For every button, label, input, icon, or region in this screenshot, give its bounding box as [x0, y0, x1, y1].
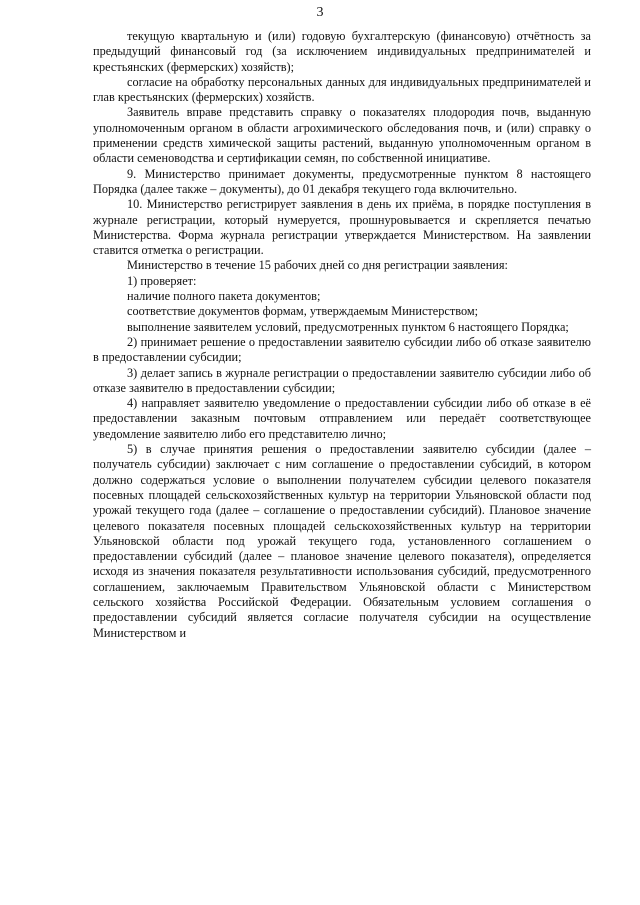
- paragraph-subitem-3: 3) делает запись в журнале регистрации о предоставлении заявителю субсидии либо об отказе заявителю в предоставлении субсидии;: [93, 365, 591, 395]
- page-number: 3: [316, 5, 324, 20]
- paragraph-personal-data-consent: согласие на обработку персональных данных для индивидуальных предпринимателей и глав крестьянских (фермерских) хозяйств.: [93, 74, 591, 105]
- paragraph-full-package: наличие полного пакета документов;: [127, 289, 321, 304]
- paragraph-subitem-4: 4) направляет заявителю уведомление о предоставлении субсидии либо об отказе в её предоставлении заказным почтовым отправлением или передаёт соответствующее уведомление заявителю либо его представителю лично;: [93, 396, 591, 441]
- paragraph-item-9: 9. Министерство принимает документы, предусмотренные пунктом 8 настоящего Порядка (далее также – документы), до 01 декабря текущего года включительно.: [93, 166, 591, 196]
- paragraph-conditions: выполнение заявителем условий, предусмотренных пунктом 6 настоящего Порядка;: [127, 319, 569, 334]
- paragraph-financial-statements: текущую квартальную и (или) годовую бухгалтерскую (финансовую) отчётность за предыдущий финансовый год (за исключением индивидуальных предпринимателей и крестьянских (фермерских) хозяйств);: [93, 29, 591, 74]
- document-body: [93, 29, 591, 641]
- paragraph-subitem-1: 1) проверяет:: [127, 273, 197, 288]
- paragraph-optional-certificates: Заявитель вправе представить справку о показателях плодородия почв, выданную уполномоченным органом в области агрохимического обследования почв, и (или) справку о применении средств химической защиты растений, выданную уполномоченным органом в области семеноводства и сертификации семян, по собственной инициативе.: [93, 105, 591, 166]
- paragraph-subitem-5: 5) в случае принятия решения о предоставлении заявителю субсидии (далее – получатель субсидии) заключает с ним соглашение о предоставлении субсидий, в котором должно содержаться условие о выполнении получателем субсидии целевого показателя посевных площадей сельскохозяйственных культур на территории Ульяновской области под урожай текущего года (далее – соглашение о предоставлении субсидий). Плановое значение целевого показателя посевных площадей сельскохозяйственных культур на территории Ульяновской области под урожай текущего года, установленного соглашением о предоставлении субсидий (далее – плановое значение целевого показателя), определяется исходя из значения показателя результативности использования субсидий, предусмотренного соглашением, заключаемым Правительством Ульяновской области с Министерством сельского хозяйства Российской Федерации. Обязательным условием соглашения о предоставлении субсидий является согласие получателя субсидии на осуществление Министерством и: [93, 442, 591, 640]
- paragraph-forms-compliance: соответствие документов формам, утверждаемым Министерством;: [127, 304, 479, 319]
- paragraph-15-days: Министерство в течение 15 рабочих дней со дня регистрации заявления:: [127, 258, 508, 273]
- paragraph-subitem-2: 2) принимает решение о предоставлении заявителю субсидии либо об отказе заявителю в предоставлении субсидии;: [93, 334, 591, 365]
- paragraph-item-10: 10. Министерство регистрирует заявления в день их приёма, в порядке поступления в журнале регистрации, который нумеруется, прошнуровывается и скрепляется печатью Министерства. Форма журнала регистрации утверждается Министерством. На заявлении ставится отметка о регистрации.: [93, 197, 591, 258]
